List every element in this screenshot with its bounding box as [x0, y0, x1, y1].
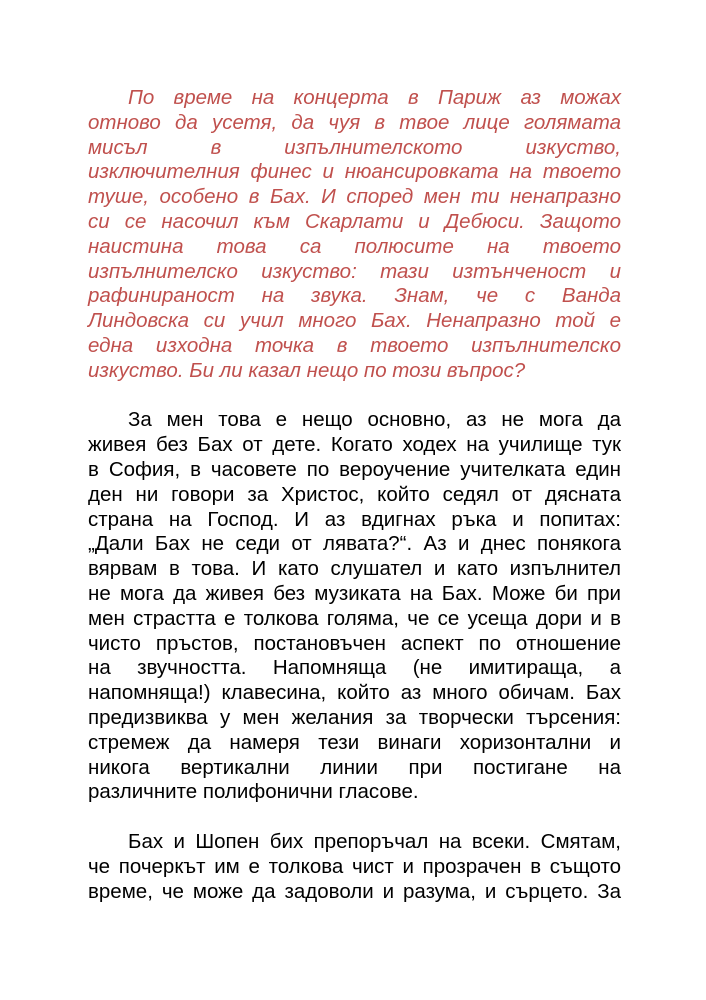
text-line: туше, особено в Бах. И според мен ти ненапразно	[88, 185, 621, 209]
text-line: вярвам в това. И като слушател и като изпълнител	[88, 557, 621, 581]
text-line: една изходна точка в твоето изпълнителско	[88, 333, 621, 357]
text-line: в София, в часовете по вероучение учителката един	[88, 457, 621, 481]
text-line: изключителния финес и нюансировката на твоето	[88, 160, 621, 184]
text-line: различните полифонични гласове.	[88, 780, 419, 804]
document-page	[88, 86, 621, 929]
answer-paragraph	[88, 408, 621, 805]
text-line: страна на Господ. И аз вдигнах ръка и попитах:	[88, 507, 621, 531]
text-line: не мога да живея без музиката на Бах. Може би при	[88, 581, 621, 605]
text-line: предизвиква у мен желания за творчески търсения:	[88, 705, 621, 729]
text-line: рафинираност на звука. Знам, че с Ванда	[88, 284, 621, 308]
text-line: мисъл в изпълнителското изкуство,	[88, 135, 621, 159]
text-line: изкуство. Би ли казал нещо по този въпрос?	[88, 358, 526, 382]
answer-paragraph	[88, 830, 621, 904]
text-line: време, че може да задоволи и разума, и сърцето. За	[88, 879, 621, 903]
text-line: никога вертикални линии при постигане на	[88, 755, 621, 779]
text-line: напомняща!) клавесина, който аз много обичам. Бах	[88, 681, 621, 705]
text-line: си се насочил към Скарлати и Дебюси. Защото	[88, 209, 621, 233]
text-line: отново да усетя, да чуя в твое лице голямата	[88, 110, 621, 134]
text-line: изпълнителско изкуство: тази изтънченост и	[88, 259, 621, 283]
question-paragraph	[88, 86, 621, 384]
text-line: на звучността. Напомняща (не имитираща, а	[88, 656, 621, 680]
text-line: За мен това е нещо основно, аз не мога да	[128, 408, 621, 432]
text-line: ден ни говори за Христос, който седял от дясната	[88, 482, 621, 506]
text-line: че почеркът им е толкова чист и прозрачен в същото	[88, 854, 621, 878]
text-line: стремеж да намеря тези винаги хоризонтални и	[88, 730, 621, 754]
text-line: Линдовска си учил много Бах. Ненапразно той е	[88, 309, 621, 333]
text-line: По време на концерта в Париж аз можах	[128, 86, 621, 109]
text-line: живея без Бах от дете. Когато ходех на училище тук	[88, 433, 621, 457]
text-line: наистина това са полюсите на твоето	[88, 234, 621, 258]
text-line: „Дали Бах не седи от лявата?“. Аз и днес понякога	[88, 532, 621, 556]
text-line: мен страстта е толкова голяма, че се усеща дори и в	[88, 606, 621, 630]
text-line: чисто пръстов, постановъчен аспект по отношение	[88, 631, 621, 655]
text-line: Бах и Шопен бих препоръчал на всеки. Смятам,	[128, 829, 621, 853]
